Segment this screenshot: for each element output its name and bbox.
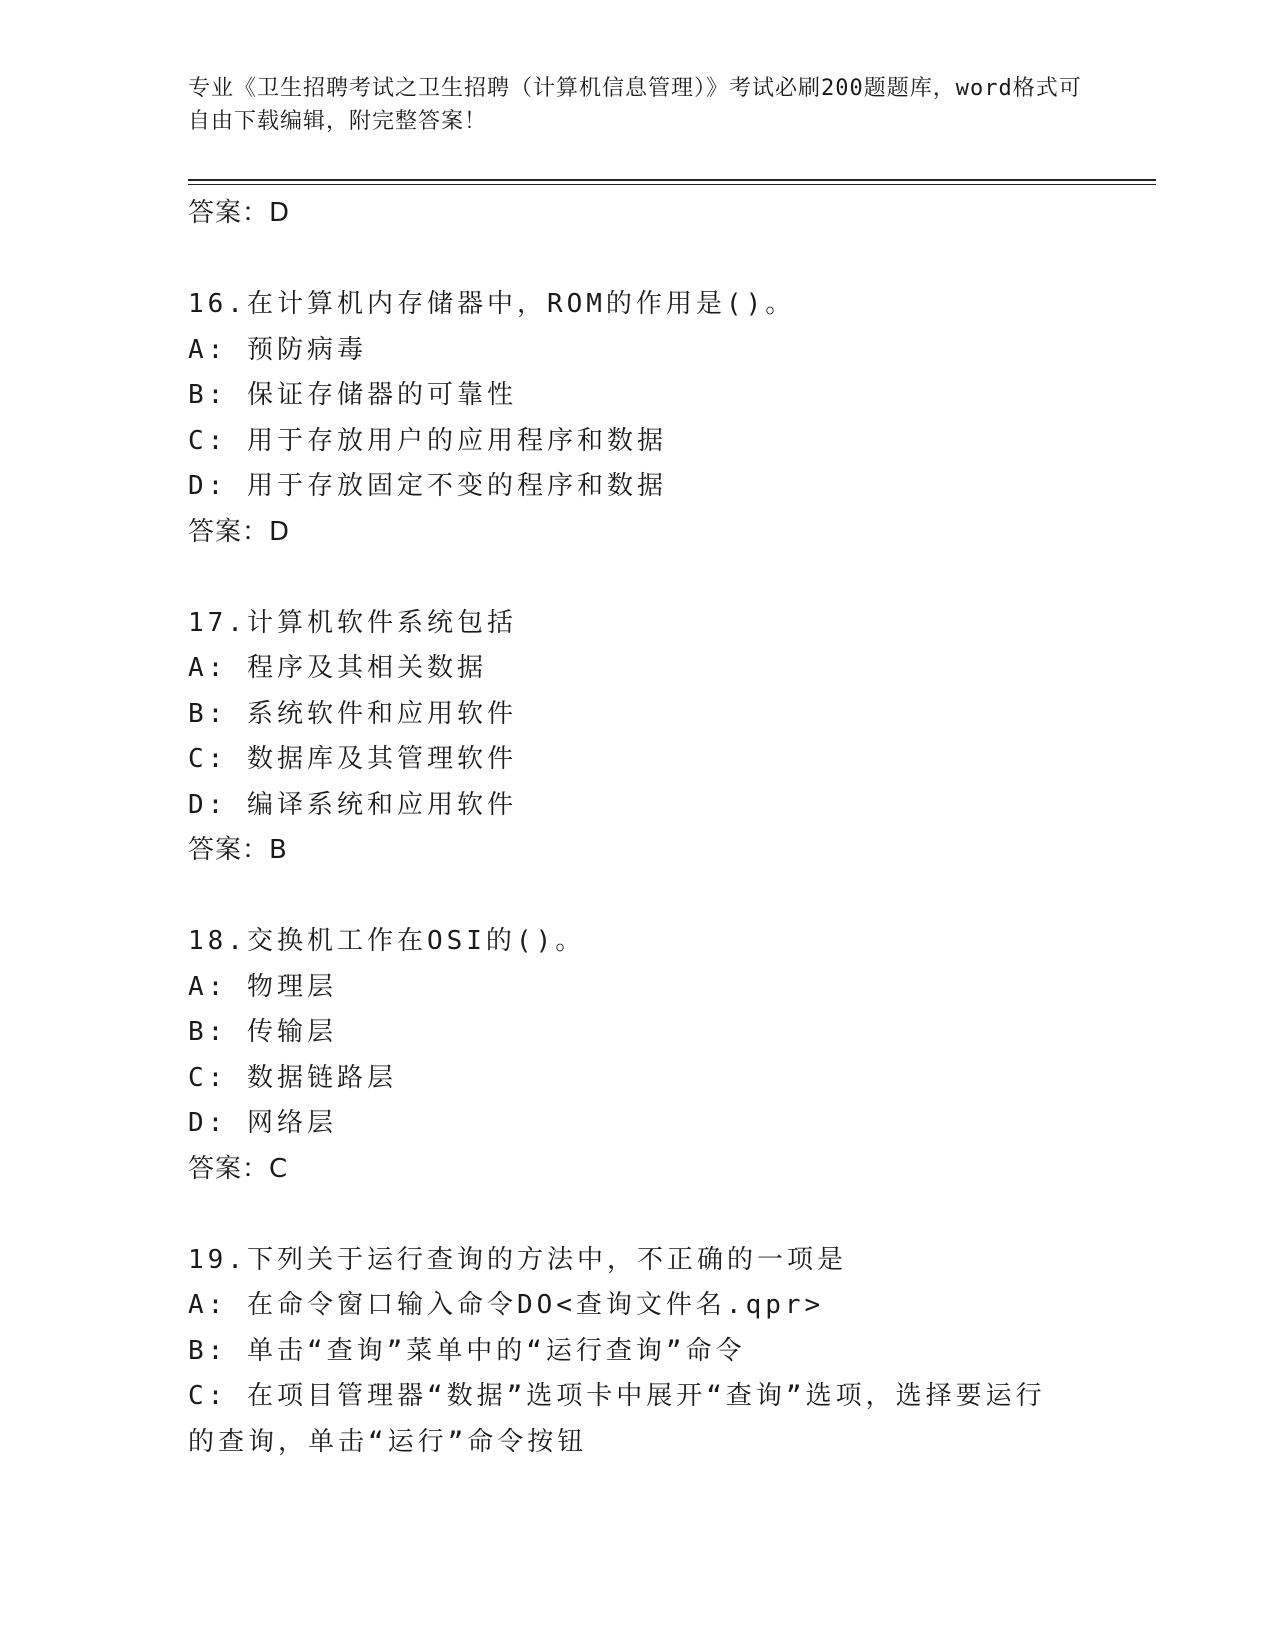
question-stem: 16.在计算机内存储器中，ROM的作用是()。	[188, 289, 796, 319]
question-block	[188, 1238, 1088, 1466]
answer-line: 答案：D	[188, 516, 291, 547]
question-block	[188, 601, 1088, 874]
spacer	[188, 555, 1088, 601]
option-a: A: 程序及其相关数据	[188, 653, 487, 683]
option-c: C: 在项目管理器“数据”选项卡中展开“查询”选项，选择要运行的查询，单击“运行”命令按钮	[188, 1381, 1046, 1457]
question-stem: 18.交换机工作在OSI的()。	[188, 926, 586, 956]
option-b: B: 单击“查询”菜单中的“运行查询”命令	[188, 1335, 746, 1366]
option-c: C: 用于存放用户的应用程序和数据	[188, 425, 667, 456]
spacer	[188, 874, 1088, 920]
question-stem: 19.下列关于运行查询的方法中，不正确的一项是	[188, 1244, 847, 1275]
question-block	[188, 282, 1088, 555]
header-divider-thin	[188, 184, 1156, 185]
option-a: A: 物理层	[188, 971, 337, 1002]
option-a: A: 预防病毒	[188, 334, 367, 365]
question-list	[188, 191, 1088, 1465]
answer-line: 答案：C	[188, 1153, 289, 1184]
spacer	[188, 1192, 1088, 1238]
question-block	[188, 919, 1088, 1192]
option-b: B: 系统软件和应用软件	[188, 698, 517, 729]
option-d: D: 编译系统和应用软件	[188, 789, 517, 820]
option-b: B: 传输层	[188, 1017, 337, 1047]
header-divider-thick	[188, 179, 1156, 181]
answer-line: 答案：B	[188, 835, 288, 865]
option-b: B: 保证存储器的可靠性	[188, 380, 517, 410]
option-a: A: 在命令窗口输入命令DO<查询文件名.qpr>	[188, 1290, 825, 1320]
option-d: D: 网络层	[188, 1108, 337, 1138]
question-stem: 17.计算机软件系统包括	[188, 607, 517, 638]
answer-line: 答案：D	[188, 198, 291, 228]
option-c: C: 数据链路层	[188, 1062, 397, 1093]
option-d: D: 用于存放固定不变的程序和数据	[188, 471, 667, 501]
option-c: C: 数据库及其管理软件	[188, 744, 517, 774]
document-header: 专业《卫生招聘考试之卫生招聘（计算机信息管理）》考试必刷200题题库，word格式可自由下载编辑，附完整答案！	[188, 76, 1082, 134]
spacer	[188, 237, 1088, 283]
